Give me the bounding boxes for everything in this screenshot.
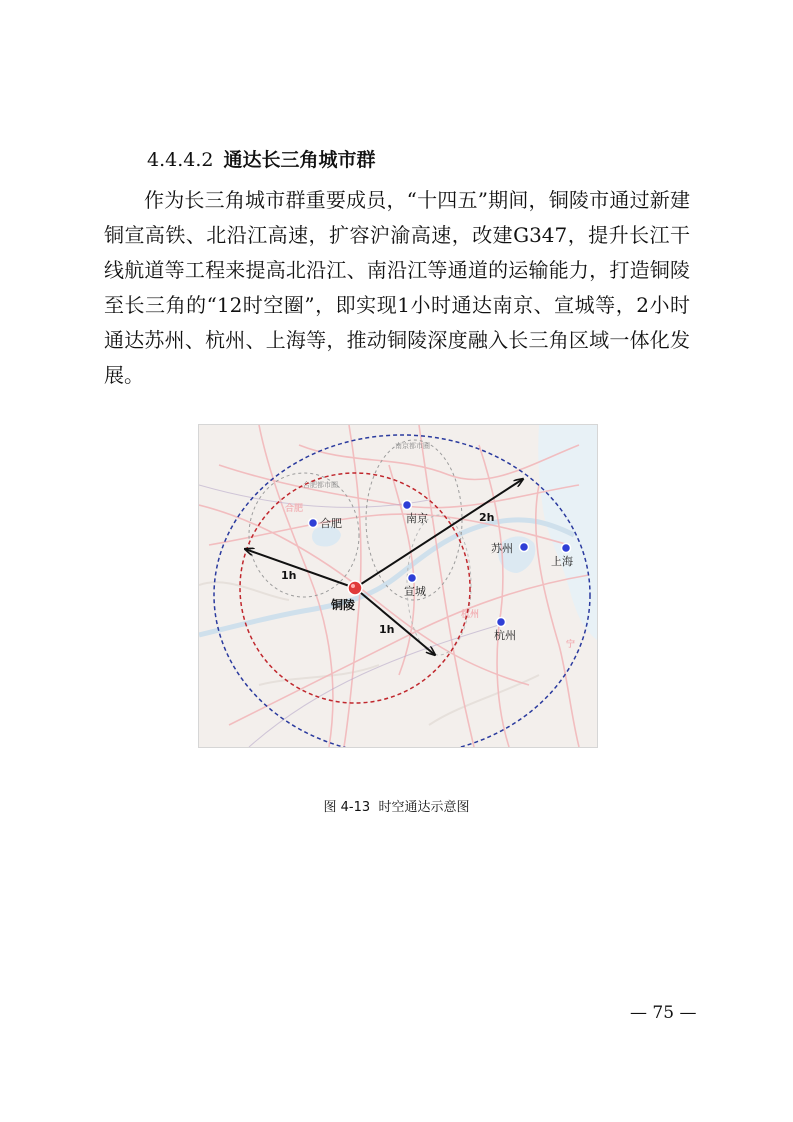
- ning-faint-label: 宁: [566, 640, 576, 650]
- time-space-map-figure: [198, 424, 598, 748]
- nanjing-metro-label: 南京都市圈: [395, 442, 430, 450]
- map-svg: [199, 425, 597, 747]
- city-label-shanghai: 上海: [551, 555, 573, 568]
- hefei-metro-label: 合肥都市圈: [303, 481, 338, 489]
- city-marker-icon: [497, 618, 506, 627]
- city-marker-icon: [309, 519, 318, 528]
- city-marker-icon: [403, 501, 412, 510]
- figure-caption-text: 时空通达示意图: [378, 800, 470, 815]
- hefei-faint-label: 合肥: [285, 504, 304, 514]
- page-number: — 75 —: [630, 1003, 697, 1023]
- city-label-suzhou: 苏州: [491, 542, 513, 555]
- figure-caption: [0, 796, 793, 815]
- city-hefei: [309, 516, 343, 530]
- body-paragraph: 作为长三角城市群重要成员，“十四五”期间，铜陵市通过新建铜宣高铁、北沿江高速，扩容沪渝高速，改建G347，提升长江干线航道等工程来提高北沿江、南沿江等通道的运输能力，打造铜陵至长三角的“12时空圈”，即实现1小时通达南京、宣城等，2小时通达苏州、杭州、上海等，推动铜陵深度融入长三角区域一体化发展。: [104, 188, 690, 387]
- city-label-hefei: 合肥: [320, 517, 342, 530]
- city-marker-icon: [562, 544, 571, 553]
- city-label-xuancheng: 宣城: [404, 585, 426, 598]
- section-heading: [147, 148, 376, 172]
- center-marker-icon: [348, 581, 362, 595]
- section-title: 通达长三角城市群: [223, 149, 376, 171]
- city-marker-icon: [520, 543, 529, 552]
- arrow-northeast-label: 2h: [479, 511, 495, 524]
- arrow-west-label: 1h: [281, 569, 297, 582]
- city-label-hangzhou: 杭州: [494, 629, 516, 642]
- arrow-southeast-label: 1h: [379, 623, 395, 636]
- section-number: 4.4.4.2: [147, 149, 214, 171]
- hangzhou-faint-label: 杭州: [461, 610, 480, 620]
- city-label-nanjing: 南京: [406, 512, 428, 525]
- city-marker-icon: [408, 574, 417, 583]
- figure-number: 图 4-13: [323, 800, 371, 815]
- center-city-label: 铜陵: [331, 598, 356, 612]
